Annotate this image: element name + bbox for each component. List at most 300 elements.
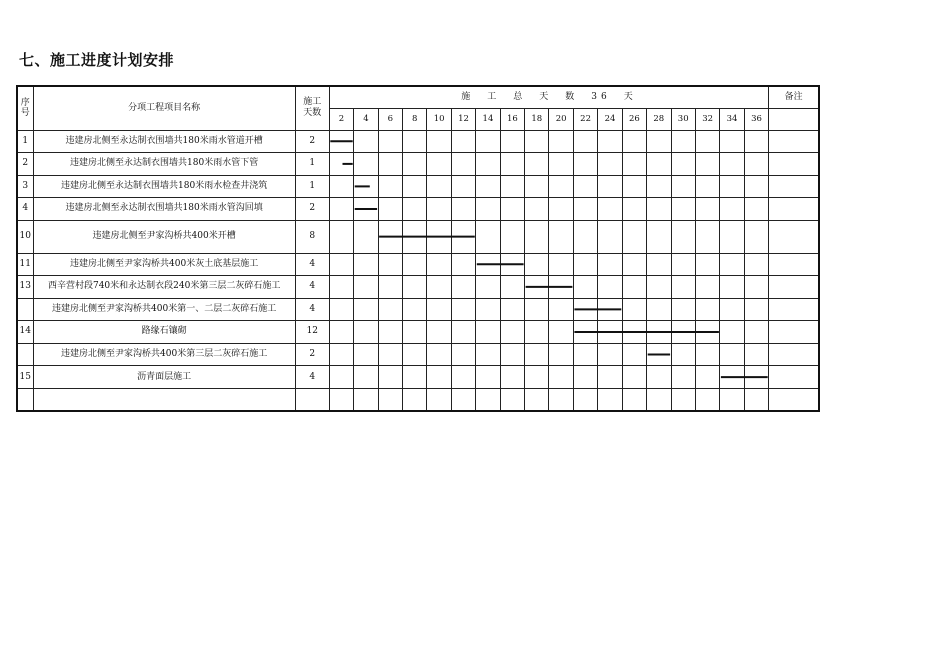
day-cell bbox=[525, 253, 549, 276]
day-cell bbox=[695, 198, 719, 221]
table-row bbox=[17, 153, 819, 176]
day-cell bbox=[476, 343, 500, 366]
day-cell bbox=[525, 343, 549, 366]
day-cell bbox=[451, 130, 475, 153]
table-row bbox=[17, 130, 819, 153]
day-cell bbox=[354, 198, 378, 221]
table-row bbox=[17, 276, 819, 299]
row-duration: 8 bbox=[295, 220, 329, 253]
table-row bbox=[17, 253, 819, 276]
day-cell bbox=[329, 153, 353, 176]
day-cell bbox=[695, 366, 719, 389]
table-row bbox=[17, 198, 819, 221]
day-cell bbox=[403, 175, 427, 198]
day-cell bbox=[744, 153, 769, 176]
row-item-name: 违建房北侧至永达制衣围墙共180米雨水检查井浇筑 bbox=[33, 175, 295, 198]
day-tick: 8 bbox=[403, 109, 427, 131]
table-row bbox=[17, 175, 819, 198]
row-remark bbox=[769, 366, 819, 389]
day-cell bbox=[671, 343, 695, 366]
day-cell bbox=[378, 220, 402, 253]
day-cell bbox=[525, 198, 549, 221]
day-cell bbox=[378, 175, 402, 198]
day-cell bbox=[476, 388, 500, 411]
day-cell bbox=[403, 388, 427, 411]
row-remark bbox=[769, 175, 819, 198]
day-cell bbox=[598, 321, 622, 344]
row-item-name: 路缘石镶砌 bbox=[33, 321, 295, 344]
day-cell bbox=[354, 366, 378, 389]
day-cell bbox=[695, 130, 719, 153]
row-duration: 1 bbox=[295, 153, 329, 176]
table-row bbox=[17, 366, 819, 389]
day-cell bbox=[744, 388, 769, 411]
day-cell bbox=[476, 153, 500, 176]
day-cell bbox=[549, 253, 573, 276]
day-cell bbox=[647, 321, 671, 344]
day-cell bbox=[451, 220, 475, 253]
day-tick: 16 bbox=[500, 109, 524, 131]
table-row bbox=[17, 298, 819, 321]
header-serial-char: 序 bbox=[20, 97, 30, 108]
day-cell bbox=[720, 298, 744, 321]
row-item-name: 违建房北侧至永达制衣围墙共180米雨水管下管 bbox=[33, 153, 295, 176]
day-cell bbox=[476, 198, 500, 221]
day-cell bbox=[598, 130, 622, 153]
row-duration: 2 bbox=[295, 343, 329, 366]
day-cell bbox=[329, 175, 353, 198]
day-cell bbox=[573, 388, 597, 411]
day-cell bbox=[525, 276, 549, 299]
day-cell bbox=[598, 220, 622, 253]
row-duration: 12 bbox=[295, 321, 329, 344]
row-item-name bbox=[33, 388, 295, 411]
day-cell bbox=[695, 388, 719, 411]
day-cell bbox=[476, 220, 500, 253]
day-cell bbox=[671, 253, 695, 276]
day-cell bbox=[647, 366, 671, 389]
day-cell bbox=[378, 276, 402, 299]
day-cell bbox=[720, 366, 744, 389]
day-tick: 4 bbox=[354, 109, 378, 131]
row-serial bbox=[17, 298, 33, 321]
day-cell bbox=[354, 130, 378, 153]
day-cell bbox=[720, 321, 744, 344]
day-cell bbox=[354, 298, 378, 321]
day-cell bbox=[671, 198, 695, 221]
day-cell bbox=[720, 153, 744, 176]
day-cell bbox=[329, 366, 353, 389]
day-cell bbox=[695, 298, 719, 321]
row-remark bbox=[769, 130, 819, 153]
day-cell bbox=[671, 366, 695, 389]
day-cell bbox=[329, 343, 353, 366]
day-cell bbox=[647, 276, 671, 299]
row-remark bbox=[769, 198, 819, 221]
day-cell bbox=[549, 366, 573, 389]
day-cell bbox=[720, 343, 744, 366]
day-cell bbox=[573, 253, 597, 276]
day-cell bbox=[476, 130, 500, 153]
day-cell bbox=[378, 388, 402, 411]
day-cell bbox=[403, 198, 427, 221]
day-cell bbox=[720, 198, 744, 221]
day-cell bbox=[500, 388, 524, 411]
day-cell bbox=[451, 343, 475, 366]
day-cell bbox=[695, 343, 719, 366]
day-cell bbox=[720, 175, 744, 198]
day-cell bbox=[525, 175, 549, 198]
day-cell bbox=[744, 175, 769, 198]
row-item-name: 违建房北侧至尹家沟桥共400米第三层二灰碎石施工 bbox=[33, 343, 295, 366]
day-cell bbox=[476, 253, 500, 276]
day-cell bbox=[622, 366, 646, 389]
day-cell bbox=[500, 343, 524, 366]
header-item-name: 分项工程项目名称 bbox=[33, 86, 295, 130]
day-cell bbox=[598, 343, 622, 366]
day-cell bbox=[573, 366, 597, 389]
day-cell bbox=[403, 153, 427, 176]
day-cell bbox=[647, 298, 671, 321]
day-cell bbox=[500, 298, 524, 321]
day-cell bbox=[598, 198, 622, 221]
day-cell bbox=[354, 253, 378, 276]
header-duration bbox=[295, 86, 329, 130]
day-cell bbox=[500, 198, 524, 221]
day-cell bbox=[695, 175, 719, 198]
day-cell bbox=[378, 253, 402, 276]
day-cell bbox=[329, 220, 353, 253]
row-item-name: 违建房北侧至尹家沟桥共400米灰土底基层施工 bbox=[33, 253, 295, 276]
day-cell bbox=[549, 343, 573, 366]
day-cell bbox=[354, 220, 378, 253]
day-cell bbox=[622, 343, 646, 366]
day-cell bbox=[427, 388, 451, 411]
day-cell bbox=[647, 220, 671, 253]
day-cell bbox=[476, 276, 500, 299]
day-cell bbox=[573, 276, 597, 299]
day-cell bbox=[451, 276, 475, 299]
day-cell bbox=[329, 298, 353, 321]
day-tick: 24 bbox=[598, 109, 622, 131]
day-cell bbox=[647, 388, 671, 411]
day-cell bbox=[329, 198, 353, 221]
day-cell bbox=[622, 276, 646, 299]
day-cell bbox=[671, 298, 695, 321]
day-cell bbox=[403, 253, 427, 276]
day-cell bbox=[500, 220, 524, 253]
day-tick: 28 bbox=[647, 109, 671, 131]
row-duration bbox=[295, 388, 329, 411]
day-tick: 26 bbox=[622, 109, 646, 131]
row-duration: 4 bbox=[295, 276, 329, 299]
day-cell bbox=[427, 220, 451, 253]
day-cell bbox=[451, 298, 475, 321]
day-cell bbox=[403, 130, 427, 153]
day-cell bbox=[671, 130, 695, 153]
day-cell bbox=[403, 220, 427, 253]
row-duration: 4 bbox=[295, 298, 329, 321]
day-cell bbox=[622, 220, 646, 253]
table-row bbox=[17, 343, 819, 366]
day-cell bbox=[354, 343, 378, 366]
day-cell bbox=[427, 366, 451, 389]
day-cell bbox=[671, 388, 695, 411]
day-cell bbox=[573, 198, 597, 221]
row-duration: 4 bbox=[295, 366, 329, 389]
day-cell bbox=[671, 153, 695, 176]
day-cell bbox=[476, 175, 500, 198]
day-cell bbox=[451, 253, 475, 276]
day-cell bbox=[695, 153, 719, 176]
day-tick: 10 bbox=[427, 109, 451, 131]
day-cell bbox=[329, 130, 353, 153]
row-remark bbox=[769, 220, 819, 253]
day-cell bbox=[525, 298, 549, 321]
header-total-days: 施 工 总 天 数 36 天 bbox=[329, 86, 768, 109]
day-tick: 32 bbox=[695, 109, 719, 131]
day-tick: 30 bbox=[671, 109, 695, 131]
day-tick: 2 bbox=[329, 109, 353, 131]
day-cell bbox=[647, 130, 671, 153]
table-row bbox=[17, 321, 819, 344]
day-cell bbox=[378, 321, 402, 344]
day-cell bbox=[622, 321, 646, 344]
day-cell bbox=[622, 198, 646, 221]
schedule-table bbox=[16, 85, 820, 412]
day-tick: 22 bbox=[573, 109, 597, 131]
day-cell bbox=[549, 175, 573, 198]
day-cell bbox=[500, 276, 524, 299]
day-cell bbox=[598, 388, 622, 411]
row-serial: 15 bbox=[17, 366, 33, 389]
row-item-name: 违建房北侧至尹家沟桥共400米第一、二层二灰碎石施工 bbox=[33, 298, 295, 321]
day-cell bbox=[378, 153, 402, 176]
day-tick: 34 bbox=[720, 109, 744, 131]
day-cell bbox=[500, 366, 524, 389]
header-duration-line: 施工 bbox=[303, 97, 322, 108]
row-remark bbox=[769, 343, 819, 366]
day-cell bbox=[427, 175, 451, 198]
day-cell bbox=[476, 298, 500, 321]
day-cell bbox=[671, 175, 695, 198]
day-cell bbox=[720, 388, 744, 411]
day-cell bbox=[695, 220, 719, 253]
day-cell bbox=[451, 153, 475, 176]
row-serial: 4 bbox=[17, 198, 33, 221]
day-cell bbox=[427, 298, 451, 321]
day-cell bbox=[573, 153, 597, 176]
day-cell bbox=[598, 298, 622, 321]
day-cell bbox=[403, 321, 427, 344]
day-cell bbox=[573, 298, 597, 321]
row-item-name: 违建房北侧至永达制衣围墙共180米雨水管道开槽 bbox=[33, 130, 295, 153]
day-cell bbox=[695, 276, 719, 299]
row-remark bbox=[769, 321, 819, 344]
day-tick: 18 bbox=[525, 109, 549, 131]
row-duration: 2 bbox=[295, 130, 329, 153]
day-cell bbox=[671, 276, 695, 299]
day-cell bbox=[598, 253, 622, 276]
day-cell bbox=[427, 321, 451, 344]
day-cell bbox=[744, 321, 769, 344]
day-cell bbox=[427, 343, 451, 366]
day-cell bbox=[695, 321, 719, 344]
day-cell bbox=[744, 253, 769, 276]
day-cell bbox=[329, 388, 353, 411]
day-cell bbox=[647, 153, 671, 176]
day-cell bbox=[573, 321, 597, 344]
day-cell bbox=[378, 298, 402, 321]
row-duration: 1 bbox=[295, 175, 329, 198]
day-cell bbox=[622, 388, 646, 411]
header-remark: 备注 bbox=[769, 86, 819, 109]
day-cell bbox=[378, 130, 402, 153]
day-cell bbox=[500, 253, 524, 276]
row-serial: 1 bbox=[17, 130, 33, 153]
day-cell bbox=[525, 153, 549, 176]
day-cell bbox=[549, 321, 573, 344]
row-remark bbox=[769, 388, 819, 411]
day-cell bbox=[500, 321, 524, 344]
day-cell bbox=[354, 175, 378, 198]
remark-blank bbox=[769, 109, 819, 131]
day-cell bbox=[549, 198, 573, 221]
day-cell bbox=[500, 153, 524, 176]
day-cell bbox=[403, 366, 427, 389]
day-cell bbox=[720, 253, 744, 276]
day-cell bbox=[427, 198, 451, 221]
page-title: 七、施工进度计划安排 bbox=[19, 51, 175, 69]
day-cell bbox=[329, 253, 353, 276]
day-cell bbox=[354, 153, 378, 176]
day-cell bbox=[451, 175, 475, 198]
day-cell bbox=[451, 321, 475, 344]
row-serial bbox=[17, 388, 33, 411]
row-serial: 10 bbox=[17, 220, 33, 253]
day-cell bbox=[573, 130, 597, 153]
day-cell bbox=[744, 298, 769, 321]
day-cell bbox=[695, 253, 719, 276]
day-cell bbox=[598, 153, 622, 176]
row-duration: 4 bbox=[295, 253, 329, 276]
day-cell bbox=[671, 321, 695, 344]
day-cell bbox=[427, 130, 451, 153]
day-cell bbox=[354, 321, 378, 344]
day-cell bbox=[744, 366, 769, 389]
day-cell bbox=[329, 276, 353, 299]
day-cell bbox=[525, 130, 549, 153]
header-serial bbox=[17, 86, 33, 130]
row-remark bbox=[769, 153, 819, 176]
day-cell bbox=[525, 321, 549, 344]
day-cell bbox=[451, 198, 475, 221]
day-cell bbox=[378, 366, 402, 389]
day-cell bbox=[671, 220, 695, 253]
day-cell bbox=[549, 153, 573, 176]
day-cell bbox=[744, 343, 769, 366]
day-cell bbox=[622, 298, 646, 321]
day-tick: 20 bbox=[549, 109, 573, 131]
header-serial-label bbox=[21, 98, 30, 118]
day-cell bbox=[500, 175, 524, 198]
day-tick: 36 bbox=[744, 109, 769, 131]
day-cell bbox=[525, 388, 549, 411]
header-duration-line: 天数 bbox=[303, 108, 322, 119]
day-cell bbox=[598, 175, 622, 198]
day-cell bbox=[622, 253, 646, 276]
day-cell bbox=[744, 130, 769, 153]
day-cell bbox=[378, 343, 402, 366]
row-remark bbox=[769, 276, 819, 299]
day-cell bbox=[598, 366, 622, 389]
day-cell bbox=[525, 220, 549, 253]
day-cell bbox=[427, 253, 451, 276]
day-cell bbox=[744, 198, 769, 221]
day-cell bbox=[451, 388, 475, 411]
day-cell bbox=[525, 366, 549, 389]
row-remark bbox=[769, 298, 819, 321]
day-cell bbox=[720, 130, 744, 153]
day-cell bbox=[427, 153, 451, 176]
row-item-name: 违建房北侧至尹家沟桥共400米开槽 bbox=[33, 220, 295, 253]
row-item-name: 西辛营村段740米和永达制衣段240米第三层二灰碎石施工 bbox=[33, 276, 295, 299]
row-serial: 3 bbox=[17, 175, 33, 198]
day-cell bbox=[622, 175, 646, 198]
day-cell bbox=[427, 276, 451, 299]
row-serial: 2 bbox=[17, 153, 33, 176]
day-cell bbox=[354, 388, 378, 411]
day-cell bbox=[403, 343, 427, 366]
row-duration: 2 bbox=[295, 198, 329, 221]
row-remark bbox=[769, 253, 819, 276]
day-cell bbox=[354, 276, 378, 299]
day-cell bbox=[329, 321, 353, 344]
day-cell bbox=[744, 276, 769, 299]
day-cell bbox=[403, 276, 427, 299]
day-cell bbox=[378, 198, 402, 221]
day-cell bbox=[622, 153, 646, 176]
day-cell bbox=[573, 220, 597, 253]
day-cell bbox=[720, 276, 744, 299]
row-item-name: 违建房北侧至永达制衣围墙共180米雨水管沟回填 bbox=[33, 198, 295, 221]
day-cell bbox=[549, 130, 573, 153]
day-cell bbox=[451, 366, 475, 389]
day-cell bbox=[598, 276, 622, 299]
row-serial: 13 bbox=[17, 276, 33, 299]
day-cell bbox=[720, 220, 744, 253]
day-cell bbox=[500, 130, 524, 153]
day-cell bbox=[549, 388, 573, 411]
day-cell bbox=[476, 321, 500, 344]
day-cell bbox=[549, 276, 573, 299]
table-row bbox=[17, 388, 819, 411]
day-cell bbox=[573, 175, 597, 198]
day-cell bbox=[476, 366, 500, 389]
day-cell bbox=[647, 253, 671, 276]
day-cell bbox=[647, 343, 671, 366]
header-serial-char: 号 bbox=[20, 107, 30, 118]
day-cell bbox=[744, 220, 769, 253]
day-cell bbox=[647, 175, 671, 198]
row-serial bbox=[17, 343, 33, 366]
day-cell bbox=[647, 198, 671, 221]
day-cell bbox=[549, 220, 573, 253]
day-cell bbox=[403, 298, 427, 321]
day-tick: 14 bbox=[476, 109, 500, 131]
table-row bbox=[17, 220, 819, 253]
day-cell bbox=[622, 130, 646, 153]
